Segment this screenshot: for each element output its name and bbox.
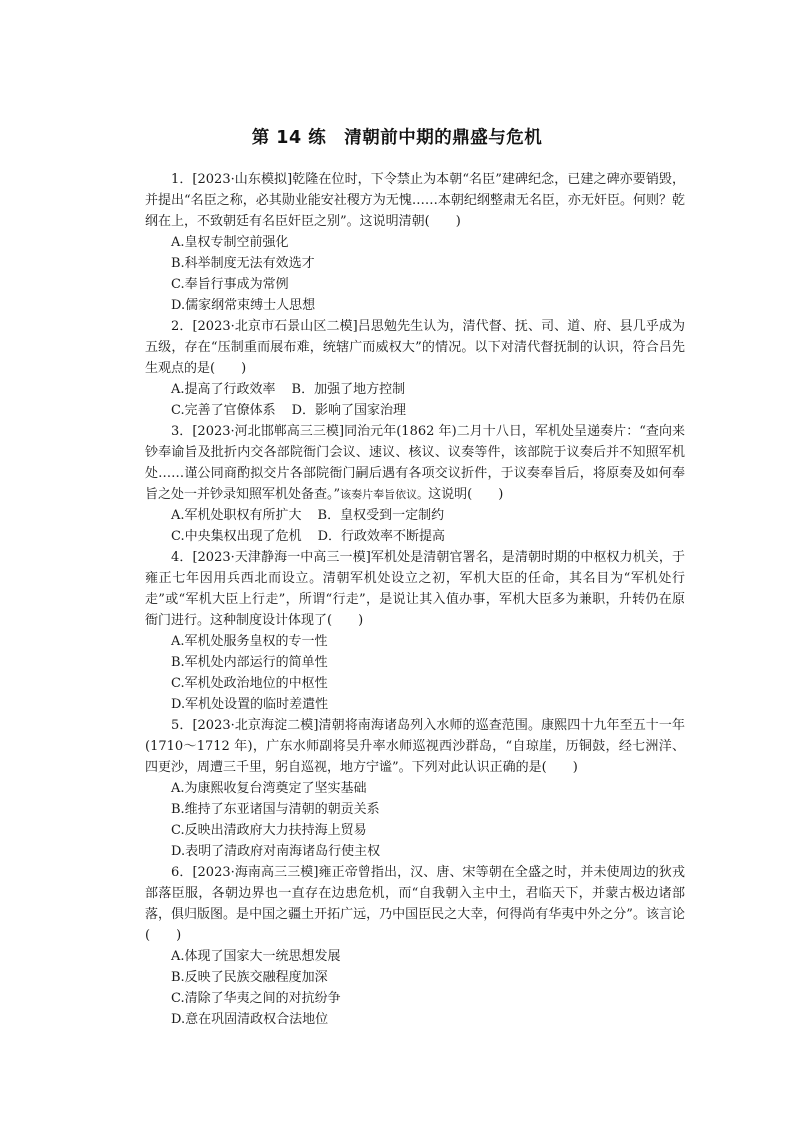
option-a: A.军机处职权有所扩大 xyxy=(171,508,302,523)
question-5 xyxy=(145,715,685,862)
question-stem: 6．[2023·海南高三三模]雍正帝曾指出，汉、唐、宋等朝在全盛之时，并未使周边的狄戎部落臣服，各朝边界也一直存在边患危机，而“自我朝入主中土，君临天下，并蒙古极边诸部落，俱归版图。是中国之疆土开拓广远，乃中国臣民之大幸，何得尚有华夷中外之分”。该言论( ) xyxy=(145,865,685,943)
option-c: C.反映出清政府大力扶持海上贸易 xyxy=(171,823,367,838)
option-c: C.奉旨行事成为常例 xyxy=(171,277,289,292)
question-4 xyxy=(145,547,685,715)
option-a: A.皇权专制空前强化 xyxy=(171,235,289,250)
option-d: D.军机处设置的临时差遣性 xyxy=(171,697,329,712)
option-c: C.中央集权出现了危机 xyxy=(171,529,302,544)
question-stem-note: 该奏片奉旨依议。 xyxy=(340,488,429,501)
option-d: D.表明了清政府对南海诸岛行使主权 xyxy=(171,844,381,859)
option-row xyxy=(145,505,685,526)
option-a: A.体现了国家大一统思想发展 xyxy=(171,949,341,964)
option-c: C.完善了官僚体系 xyxy=(171,403,276,418)
option-d: D.意在巩固清政权合法地位 xyxy=(171,1012,329,1027)
option-b: B.维持了东亚诸国与清朝的朝贡关系 xyxy=(171,802,380,817)
option-row xyxy=(145,400,685,421)
question-stem: 2．[2023·北京市石景山区二模]吕思勉先生认为，清代督、抚、司、道、府、县几乎成为五级，存在“压制重而展布难，统辖广而威权大”的情况。以下对清代督抚制的认识，符合吕先生观点的是( ) xyxy=(145,319,685,376)
question-stem-tail: 这说明( ) xyxy=(428,487,504,502)
option-b: B.科举制度无法有效选才 xyxy=(171,256,315,271)
option-c: C.军机处政治地位的中枢性 xyxy=(171,676,328,691)
question-stem: 1．[2023·山东模拟]乾隆在位时，下令禁止为本朝“名臣”建碑纪念，已建之碑亦要销毁，并提出“名臣之称，必其勋业能安社稷方为无愧……本朝纪纲整肃无名臣，亦无奸臣。何则？乾纲在上，不致朝廷有名臣奸臣之别”。这说明清朝( ) xyxy=(145,172,685,229)
option-b: B.反映了民族交融程度加深 xyxy=(171,970,328,985)
question-list xyxy=(145,169,685,1030)
page-title: 第 14 练 清朝前中期的鼎盛与危机 xyxy=(251,128,543,148)
option-d: D．行政效率不断提高 xyxy=(317,529,446,544)
question-1 xyxy=(145,169,685,316)
question-stem xyxy=(145,421,685,505)
question-stem: 5．[2023·北京海淀二模]清朝将南海诸岛列入水师的巡查范围。康熙四十九年至五十一年(1710～1712 年)，广东水师副将吴升率水师巡视西沙群岛，“自琼崖，历铜鼓，经七洲洋、四更沙，周遭三千里，躬自巡视，地方宁谧”。下列对此认识正确的是( ) xyxy=(145,718,685,775)
option-b: B．皇权受到一定制约 xyxy=(317,508,445,523)
option-a: A.提高了行政效率 xyxy=(171,382,276,397)
question-6 xyxy=(145,862,685,1030)
option-row xyxy=(145,379,685,400)
option-a: A.军机处服务皇权的专一性 xyxy=(171,634,328,649)
question-stem-main: 3．[2023·河北邯郸高三三模]同治元年(1862 年)二月十八日，军机处呈递奏片：“查向来钞奉谕旨及批折内交各部院衙门会议、速议、核议、议奏等件，该部院于议奏后并不知照军机处……谨公同商酌拟交片各部院衙门嗣后遇有各项交议折件，于议奏奉旨后，将原奏及如何奉旨之处一并钞录知照军机处备查。” xyxy=(145,424,685,502)
option-b: B.军机处内部运行的简单性 xyxy=(171,655,328,670)
question-stem: 4．[2023·天津静海一中高三一模]军机处是清朝官署名，是清朝时期的中枢权力机关，于雍正七年因用兵西北而设立。清朝军机处设立之初，军机大臣的任命，其名目为“军机处行走”或“军机大臣上行走”，所谓“行走”，是说让其入值办事，军机大臣多为兼职，升转仍在原衙门进行。这种制度设计体现了( ) xyxy=(145,550,685,628)
option-d: D.儒家纲常束缚士人思想 xyxy=(171,298,316,313)
question-2 xyxy=(145,316,685,421)
question-3 xyxy=(145,421,685,547)
option-d: D．影响了国家治理 xyxy=(291,403,407,418)
option-c: C.清除了华夷之间的对抗纷争 xyxy=(171,991,341,1006)
option-row xyxy=(145,526,685,547)
option-b: B．加强了地方控制 xyxy=(291,382,406,397)
option-a: A.为康熙收复台湾奠定了坚实基础 xyxy=(171,781,367,796)
